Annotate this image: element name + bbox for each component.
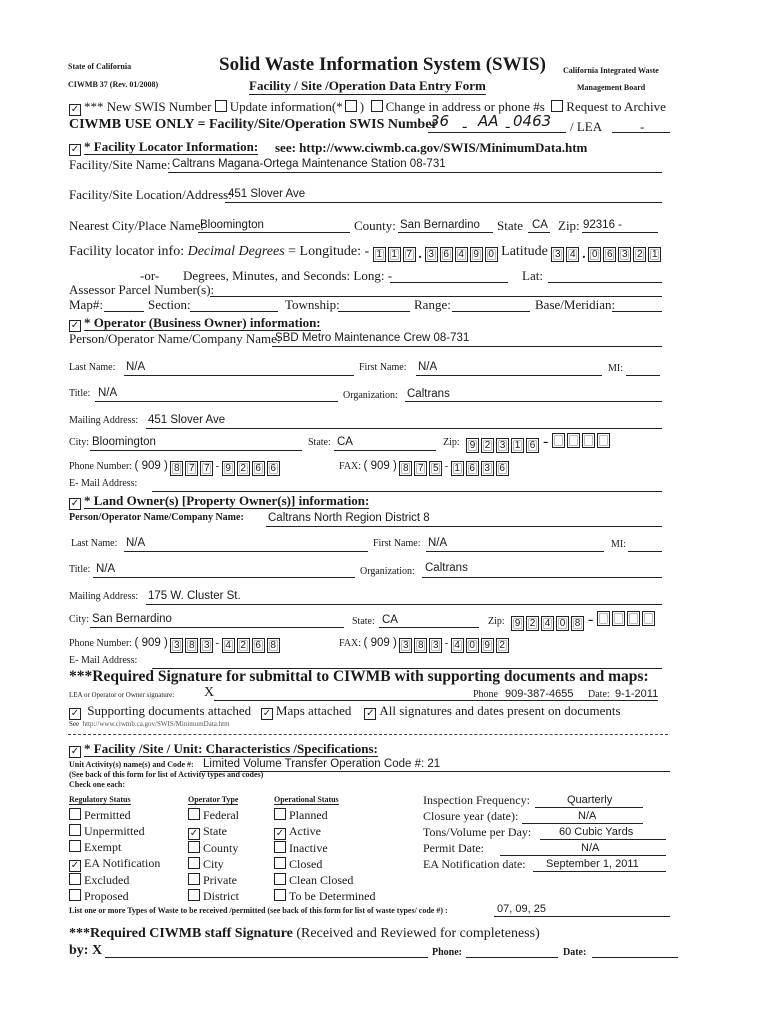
land-phone-line[interactable]	[222, 638, 280, 653]
operator-email-label: E- Mail Address:	[69, 478, 138, 489]
operator-type-label: State	[203, 824, 227, 838]
land-phone-row: Phone Number: ( 909 ) 3 8 3 - 4 2 6 8	[69, 637, 280, 653]
meridian-label: Base/Meridian:	[535, 297, 616, 312]
latitude-digit: 3	[618, 247, 631, 262]
regulatory-status-label: Excluded	[84, 873, 130, 887]
land-zip-ext-digit	[597, 611, 610, 626]
see-back-activity: (See back of this form for list of Activity types and codes)	[69, 770, 264, 779]
check-one-label: Check one each:	[69, 780, 125, 789]
land-zip-digit: 8	[571, 616, 584, 631]
operational-status-checkbox[interactable]: ✓	[275, 828, 285, 839]
operator-type-option[interactable]	[188, 807, 239, 823]
operator-type-checkbox[interactable]	[188, 857, 200, 869]
land-fax-digit: 3	[429, 638, 442, 653]
county-value[interactable]: San Bernardino	[400, 219, 480, 231]
land-fax-line[interactable]	[451, 638, 509, 653]
staff-phone-label: Phone:	[432, 947, 462, 958]
land-fax-label: FAX:	[339, 638, 362, 649]
new-swis-label: *** New SWIS Number	[84, 99, 212, 114]
land-first-value[interactable]: N/A	[428, 537, 448, 549]
land-phone-digit: 3	[170, 638, 183, 653]
operator-phone-label: Phone Number:	[69, 461, 133, 472]
operational-status-heading: Operational Status	[274, 795, 339, 804]
use-only-label: CIWMB USE ONLY = Facility/Site/Operation SWIS Number	[69, 117, 438, 132]
longitude-digit: 1	[373, 247, 386, 262]
operational-status-checkbox[interactable]	[274, 873, 286, 885]
land-state-label: State:	[352, 616, 375, 627]
section-label: Section:	[148, 297, 191, 312]
update-close: )	[359, 99, 365, 114]
latitude-digit: 3	[551, 247, 564, 262]
operator-zip-digit: 3	[496, 438, 509, 453]
operator-type-checkbox[interactable]	[188, 841, 200, 853]
latitude-digit: 1	[648, 247, 661, 262]
operator-type-label: Federal	[203, 808, 239, 822]
land-city-value[interactable]: San Bernardino	[92, 613, 172, 625]
land-email-label: E- Mail Address:	[69, 655, 138, 666]
longitude-digit: 0	[485, 247, 498, 262]
new-swis-checkbox[interactable]: ✓	[70, 104, 80, 115]
operator-type-option[interactable]	[188, 872, 239, 888]
land-zip-digit: 9	[511, 616, 524, 631]
operator-zip[interactable]: 9 2 3 1 6 -	[466, 433, 610, 453]
longitude-digit: 7	[403, 247, 416, 262]
operator-type-label: District	[203, 889, 239, 903]
land-check-icon: ✓	[70, 498, 80, 509]
operator-phone-area: ( 909 )	[134, 460, 168, 472]
latitude-digit: 0	[588, 247, 601, 262]
land-state-value[interactable]: CA	[382, 614, 398, 626]
facility-address-value[interactable]: 451 Slover Ave	[228, 188, 306, 200]
operator-type-option[interactable]	[188, 888, 239, 904]
operational-status-label: Closed	[289, 857, 323, 871]
operational-status-option[interactable]	[274, 872, 375, 888]
staff-signature-heading	[69, 926, 540, 942]
operator-phone-digit: 9	[222, 461, 235, 476]
operator-fax-digit: 3	[481, 461, 494, 476]
facility-name-value[interactable]: Caltrans Magana-Ortega Maintenance Station 08-731	[172, 158, 446, 170]
operational-status-option[interactable]	[274, 807, 375, 823]
land-last-value[interactable]: N/A	[126, 537, 146, 549]
all-signatures-checkbox[interactable]: ✓	[366, 708, 375, 719]
regulatory-status-checkbox[interactable]: ✓	[70, 860, 80, 871]
operator-fax-digit: 8	[399, 461, 412, 476]
unit-activity-value[interactable]: Limited Volume Transfer Operation Code #: 21	[203, 758, 441, 770]
land-zip-label: Zip:	[488, 616, 505, 627]
facility-address-label: Facility/Site Location/Address:	[69, 187, 232, 202]
operator-type-checkbox[interactable]	[188, 889, 200, 901]
minimum-data-link[interactable]: http://www.ciwmb.ca.gov/SWIS/MinimumData.htm	[82, 720, 230, 728]
land-mail-label: Mailing Address:	[69, 591, 139, 602]
state-label: State of California	[68, 62, 132, 71]
land-fax-prefix[interactable]	[399, 638, 442, 653]
operator-fax-row: FAX: ( 909 ) 8 7 5 - 1 6 3 6	[339, 460, 509, 476]
land-fax-area: ( 909 )	[363, 637, 397, 649]
latitude-digit: 6	[603, 247, 616, 262]
operator-last-label: Last Name:	[69, 362, 116, 373]
operational-status-checkbox[interactable]	[274, 889, 286, 901]
regulatory-status-label: EA Notification	[84, 856, 161, 870]
archive-label: Request to Archive	[566, 99, 666, 114]
operational-status-option[interactable]	[274, 856, 375, 872]
operator-fax-digit: 1	[451, 461, 464, 476]
operator-phone-line[interactable]	[222, 461, 280, 476]
land-phone-digit: 8	[185, 638, 198, 653]
operator-zip-digit: 2	[481, 438, 494, 453]
land-fax-digit: 0	[466, 638, 479, 653]
regulatory-status-option[interactable]	[69, 855, 160, 872]
characteristics-check-icon: ✓	[70, 746, 80, 757]
land-fax-row: FAX: ( 909 ) 3 8 3 - 4 0 9 2	[339, 637, 509, 653]
land-phone-digit: 6	[252, 638, 265, 653]
land-org-value[interactable]: Caltrans	[425, 562, 468, 574]
longitude-digit: 3	[425, 247, 438, 262]
land-first-label: First Name:	[373, 538, 421, 549]
land-fax-digit: 4	[451, 638, 464, 653]
land-phone-digit: 2	[237, 638, 250, 653]
swis-part-2: AA	[478, 112, 499, 130]
attachments-row	[69, 703, 621, 720]
sig-phone-label: Phone	[473, 689, 498, 700]
nearest-city-value[interactable]: Bloomington	[200, 219, 264, 231]
latitude-digit: 4	[566, 247, 579, 262]
longitude-digit: .	[418, 247, 422, 262]
longitude-digit: 9	[470, 247, 483, 262]
operational-status-checkbox[interactable]	[274, 841, 286, 853]
regulatory-status-option[interactable]	[69, 823, 160, 839]
board-name-1: California Integrated Waste	[563, 66, 659, 75]
operator-type-label: City	[203, 857, 224, 871]
operator-org-label: Organization:	[343, 390, 398, 401]
locator-info-label: Facility locator info:	[69, 244, 185, 259]
ea-notification-date-label: EA Notification date:	[423, 857, 526, 871]
latitude-digit: .	[582, 247, 586, 262]
longitude-label: = Longitude: -	[288, 244, 370, 259]
operator-type-label: County	[203, 841, 239, 855]
inspection-frequency-value[interactable]: Quarterly	[567, 794, 613, 806]
closure-year-value[interactable]: N/A	[578, 810, 597, 822]
inspection-frequency-label: Inspection Frequency:	[423, 793, 530, 807]
operator-title-value[interactable]: N/A	[98, 387, 118, 399]
operator-type-option[interactable]	[188, 823, 239, 840]
staff-by-label: by: X	[69, 943, 103, 958]
operator-last-value[interactable]: N/A	[126, 361, 146, 373]
land-fax-digit: 8	[414, 638, 427, 653]
operator-type-checkbox[interactable]	[188, 808, 200, 820]
page-subtitle: Facility / Site /Operation Data Entry Form	[249, 78, 486, 93]
operator-zip-ext-digit	[552, 433, 565, 448]
land-mail-value[interactable]: 175 W. Cluster St.	[148, 590, 241, 602]
land-zip-ext-digit	[627, 611, 640, 626]
land-mi-label: MI:	[611, 539, 626, 550]
operator-type-option[interactable]	[188, 856, 239, 872]
operational-status-label: Active	[289, 824, 321, 838]
regulatory-status-option[interactable]	[69, 839, 160, 855]
staff-signature-note: (Received and Reviewed for completeness)	[296, 926, 540, 941]
permit-date-value[interactable]: N/A	[581, 842, 600, 854]
land-phone-digit: 8	[267, 638, 280, 653]
operational-status-checkbox[interactable]	[274, 857, 286, 869]
update-star-checkbox[interactable]	[345, 100, 357, 112]
operator-phone-digit: 6	[252, 461, 265, 476]
permit-date-label: Permit Date:	[423, 841, 484, 855]
operator-phone-digit: 6	[267, 461, 280, 476]
sig-phone-value[interactable]: 909-387-4655	[505, 688, 574, 700]
supporting-docs-checkbox[interactable]: ✓	[70, 708, 80, 719]
operator-org-value[interactable]: Caltrans	[407, 388, 450, 400]
swis-part-1: 36	[430, 112, 450, 130]
operator-phone-digit: 2	[237, 461, 250, 476]
land-zip-ext-digit	[612, 611, 625, 626]
longitude-digit: 4	[455, 247, 468, 262]
operator-zip-label: Zip:	[443, 437, 460, 448]
regulatory-status-label: Unpermitted	[84, 824, 145, 838]
operator-fax-digit: 6	[466, 461, 479, 476]
operator-type-checkbox[interactable]	[188, 873, 200, 885]
see-minimum-data: See http://www.ciwmb.ca.gov/SWIS/MinimumData.htm	[69, 720, 230, 728]
operational-status-option[interactable]	[274, 823, 375, 840]
operational-status-label: To be Determined	[289, 889, 376, 903]
waste-types-label: List one or more Types of Waste to be received /permitted (see back of this form for list of waste types/ code #) :	[69, 906, 448, 915]
land-zip[interactable]: 9 2 4 0 8 -	[511, 611, 655, 631]
land-last-label: Last Name:	[71, 538, 118, 549]
staff-signature-title: ***Required CIWMB staff Signature	[69, 926, 293, 941]
form-number: CIWMB 37 (Rev. 01/2008)	[68, 80, 159, 89]
dms-lat-label: Lat:	[522, 268, 543, 283]
land-zip-digit: 2	[526, 616, 539, 631]
signature-section-title: ***Required Signature for submittal to CIWMB with supporting documents and maps:	[69, 668, 649, 685]
ea-notification-date-value[interactable]: September 1, 2011	[546, 858, 639, 870]
operator-phone-row: Phone Number: ( 909 ) 8 7 7 - 9 2 6 6	[69, 460, 280, 476]
operator-fax-digit: 5	[429, 461, 442, 476]
update-label: Update information(*	[229, 99, 343, 114]
land-fax-digit: 9	[481, 638, 494, 653]
operator-phone-prefix[interactable]	[170, 461, 213, 476]
operational-status-label: Clean Closed	[289, 873, 354, 887]
operator-zip-digit: 9	[466, 438, 479, 453]
lea-separator: -	[640, 119, 645, 134]
map-label: Map#:	[69, 297, 103, 312]
land-city-label: City:	[69, 614, 90, 625]
dms-long-label: Degrees, Minutes, and Seconds: Long: -	[183, 268, 393, 283]
regulatory-status-option[interactable]	[69, 888, 160, 904]
or-label: -or-	[140, 268, 160, 283]
operator-zip-ext-digit	[567, 433, 580, 448]
tons-volume-label: Tons/Volume per Day:	[423, 825, 532, 839]
regulatory-status-checkbox[interactable]	[69, 889, 81, 901]
supporting-docs-label: Supporting documents attached	[87, 703, 252, 718]
signature-x: X	[204, 685, 215, 700]
operator-first-value[interactable]: N/A	[418, 361, 438, 373]
operator-zip-ext-digit	[597, 433, 610, 448]
land-section-title: ✓ * Land Owner(s) [Property Owner(s)] information:	[70, 493, 370, 509]
land-phone-area: ( 909 )	[134, 637, 168, 649]
staff-date-label: Date:	[563, 947, 587, 958]
operator-fax-label: FAX:	[339, 461, 362, 472]
operator-type-heading: Operator Type	[188, 795, 239, 804]
nearest-city-label: Nearest City/Place Name:	[69, 218, 205, 233]
zip-value-locator[interactable]: 92316 -	[583, 219, 623, 231]
operational-status-label: Inactive	[289, 841, 328, 855]
regulatory-status-checkbox[interactable]	[69, 824, 81, 836]
regulatory-status-heading: Regulatory Status	[69, 795, 131, 804]
operator-zip-ext-digit	[582, 433, 595, 448]
operator-type-label: Private	[203, 873, 237, 887]
maps-checkbox[interactable]: ✓	[262, 708, 272, 719]
all-signatures-label: All signatures and dates present on documents	[379, 703, 621, 718]
operator-mi-label: MI:	[608, 363, 623, 374]
land-name-value[interactable]: Caltrans North Region District 8	[268, 512, 430, 524]
operator-mail-label: Mailing Address:	[69, 415, 139, 426]
operator-city-label: City:	[69, 437, 90, 448]
operator-mail-value[interactable]: 451 Slover Ave	[148, 414, 226, 426]
operational-status-checkbox[interactable]	[274, 808, 286, 820]
regulatory-status-list	[69, 807, 160, 904]
land-zip-digit: 4	[541, 616, 554, 631]
state-value-locator[interactable]: CA	[532, 219, 548, 231]
locator-check-icon: ✓	[70, 144, 80, 155]
sig-date-value[interactable]: 9-1-2011	[615, 688, 659, 700]
operational-status-option[interactable]	[274, 840, 375, 856]
operator-check-icon: ✓	[70, 320, 80, 331]
operator-type-checkbox[interactable]: ✓	[189, 828, 199, 839]
regulatory-status-label: Permitted	[84, 808, 131, 822]
update-checkbox[interactable]	[215, 100, 227, 112]
locator-see-link[interactable]: see: http://www.ciwmb.ca.gov/SWIS/MinimumData.htm	[275, 140, 588, 155]
operational-status-option[interactable]	[274, 888, 375, 904]
land-phone-digit: 3	[200, 638, 213, 653]
zip-label-locator: Zip:	[558, 218, 580, 233]
operator-title-label: Title:	[69, 388, 91, 399]
decimal-degrees-label: Decimal Degrees	[187, 244, 285, 259]
land-fax-digit: 2	[496, 638, 509, 653]
operator-zip-digit: 1	[511, 438, 524, 453]
operational-status-label: Planned	[289, 808, 328, 822]
operational-status-list	[274, 807, 375, 904]
range-label: Range:	[414, 297, 451, 312]
change-checkbox[interactable]	[371, 100, 383, 112]
unit-activity-label: Unit Activity(s) name(s) and Code #:	[69, 760, 194, 769]
land-phone-prefix[interactable]	[170, 638, 213, 653]
lea-signature-label: LEA or Operator or Owner signature:	[69, 691, 175, 699]
operator-zip-digit: 6	[526, 438, 539, 453]
operator-fax-digit: 6	[496, 461, 509, 476]
archive-checkbox[interactable]	[551, 100, 563, 112]
regulatory-status-option[interactable]	[69, 872, 160, 888]
longitude-digits[interactable]	[373, 247, 498, 263]
county-label: County:	[354, 218, 396, 233]
latitude-digits[interactable]	[551, 247, 661, 263]
locator-section-title: ✓ * Facility Locator Information:	[70, 139, 259, 155]
apn-label: Assessor Parcel Number(s):	[69, 282, 215, 297]
operator-phone-digit: 7	[185, 461, 198, 476]
regulatory-status-checkbox[interactable]	[69, 808, 81, 820]
operator-fax-area: ( 909 )	[363, 460, 397, 472]
swis-part-3: 0463	[513, 112, 552, 130]
operator-city-value[interactable]: Bloomington	[92, 436, 156, 448]
operator-type-option[interactable]	[188, 840, 239, 856]
township-label: Township:	[285, 297, 340, 312]
operator-type-list	[188, 807, 239, 904]
operator-first-label: First Name:	[359, 362, 407, 373]
regulatory-status-option[interactable]	[69, 807, 160, 823]
regulatory-status-checkbox[interactable]	[69, 840, 81, 852]
land-zip-ext-digit	[642, 611, 655, 626]
regulatory-status-checkbox[interactable]	[69, 873, 81, 885]
land-phone-label: Phone Number:	[69, 638, 133, 649]
regulatory-status-label: Proposed	[84, 889, 129, 903]
land-title-label: Title:	[69, 564, 91, 575]
operator-name-label: Person/Operator Name/Company Name:	[69, 331, 281, 346]
land-org-label: Organization:	[360, 566, 415, 577]
sig-date-label: Date:	[588, 689, 610, 700]
land-fax-digit: 3	[399, 638, 412, 653]
operator-name-value[interactable]: SBD Metro Maintenance Crew 08-731	[275, 332, 470, 344]
longitude-digit: 1	[388, 247, 401, 262]
operator-fax-line[interactable]	[451, 461, 509, 476]
latitude-digit: 2	[633, 247, 646, 262]
operator-state-value[interactable]: CA	[337, 436, 353, 448]
operator-fax-prefix[interactable]	[399, 461, 442, 476]
facility-name-label: Facility/Site Name:	[69, 157, 171, 172]
operator-fax-digit: 7	[414, 461, 427, 476]
board-name-2: Management Board	[577, 83, 646, 92]
longitude-digit: 6	[440, 247, 453, 262]
operator-section-title: ✓ * Operator (Business Owner) information:	[70, 315, 321, 331]
land-name-label: Person/Operator Name/Company Name:	[69, 512, 244, 523]
operator-state-label: State:	[308, 437, 331, 448]
page-title: Solid Waste Information System (SWIS)	[219, 54, 546, 75]
regulatory-status-label: Exempt	[84, 840, 122, 854]
lea-label: / LEA	[570, 119, 603, 134]
land-title-value[interactable]: N/A	[96, 563, 116, 575]
maps-label: Maps attached	[275, 703, 352, 718]
state-label-locator: State	[497, 218, 523, 233]
operator-phone-digit: 7	[200, 461, 213, 476]
latitude-label: Latitude	[501, 244, 548, 259]
land-zip-digit: 0	[556, 616, 569, 631]
land-phone-digit: 4	[222, 638, 235, 653]
closure-year-label: Closure year (date):	[423, 809, 519, 823]
form-page: State of California CIWMB 37 (Rev. 01/2008) Solid Waste Information System (SWIS) Facility / Site /Operation Data Entry Form California Integrated Waste Management Board ✓ *** New SWIS Number Update information(* ) Change in address or phone #s Request to Archive CIWMB USE ONLY = Facility/Site/Operation SWIS Number 36 - AA - 0463 / LEA - ✓ * Facility Locator Information: see: http://www.ciwmb.ca.gov/SWIS/MinimumData.htm Facility/Site Name: Caltrans Magana-Ortega Maintenance Station 08-731 Facility/Site Location/Address: 451 Slover Ave Nearest City/Place Name: Bloomington County: San Bernardino State CA Zip: 92316 - Facility locator info: Decimal Degrees = Longitude: - 1 1 7 . 3 6 4 9 0 Latitude 3 4 . 0 6 3 2 1 -or- Degrees, Minutes, and Seconds: Long: - Lat: Assessor Parcel Number(s): Map#: Section: Township: Range: Base/Meridian: ✓ * Operator (Business Owner) information: Person/Operator Name/Company Name: SBD Metro Maintenance Crew 08-731 Last Name: N/A First Name: N/A MI: Title: N/A Organization: Caltrans Mailing Address: 451 Slover Ave City: Bloomington State: CA Zip: 9 2 3 1 6 - Phone Number: ( 909 ) 8 7 7 - 9 2 6 6 FAX: ( 909 ) 8 7 5 - 1 6 3 6 E- Mail Address: ✓ * Land Owner(s) [Property Owner(s)] information: Person/Operator Name/Company Name: Caltrans North Region District 8 Last Name: N/A First Name: N/A MI: Title: N/A Organization: Caltrans Mailing Address: 175 W. Cluster St. City: San Bernardino State: CA Zip: 9 2 4 0 8 - Phone Number: ( 909 ) 3 8 3 - 4 2 6 8 FAX: ( 909 ) 3 8 3 - 4 0 9 2 E- Mail Address: ***Required Signature for submittal to CIWMB with supporting documents and maps: LEA or Operator or Owner signature: X Phone 909-387-4655 Date: 9-1-2011 ✓ Supporting documents attached ✓ Maps attached ✓ All signatures and dates present on documents See http://www.ciwmb.ca.gov/SWIS/MinimumData.htm ✓ * Facility /Site / Unit: Characteristics /Specifications: Unit Activity(s) name(s) and Code #: Limited Volume Transfer Operation Code #: 21 (See back of this form for list of Activity types and codes) Check one each: Regulatory Status Operator Type Operational Status Permitted Unpermitted Exempt ✓ EA Notification Excluded Proposed Federal ✓ State County City Private District Planned ✓ Active Inactive Closed Clean Closed To be Determined Inspection Frequency: Quarterly Closure year (date): N/A Tons/Volume per Day: 60 Cubic Yards Permit Date: N/A EA Notification date: September 1, 2011 List one or more Types of Waste to be received /permitted (see back of this form for list of waste types/ code #) : 07, 09, 25 ***Required CIWMB staff Signature (Received and Reviewed for completeness) by: X Phone: Date:	[0, 0, 770, 1024]
change-label: Change in address or phone #s	[385, 99, 545, 114]
characteristics-section-title: ✓ * Facility /Site / Unit: Characteristics /Specifications:	[70, 741, 378, 757]
tons-volume-value[interactable]: 60 Cubic Yards	[559, 826, 634, 838]
waste-types-value[interactable]: 07, 09, 25	[497, 903, 546, 915]
locator-info-row	[69, 244, 661, 263]
operator-phone-digit: 8	[170, 461, 183, 476]
options-row	[69, 99, 666, 116]
